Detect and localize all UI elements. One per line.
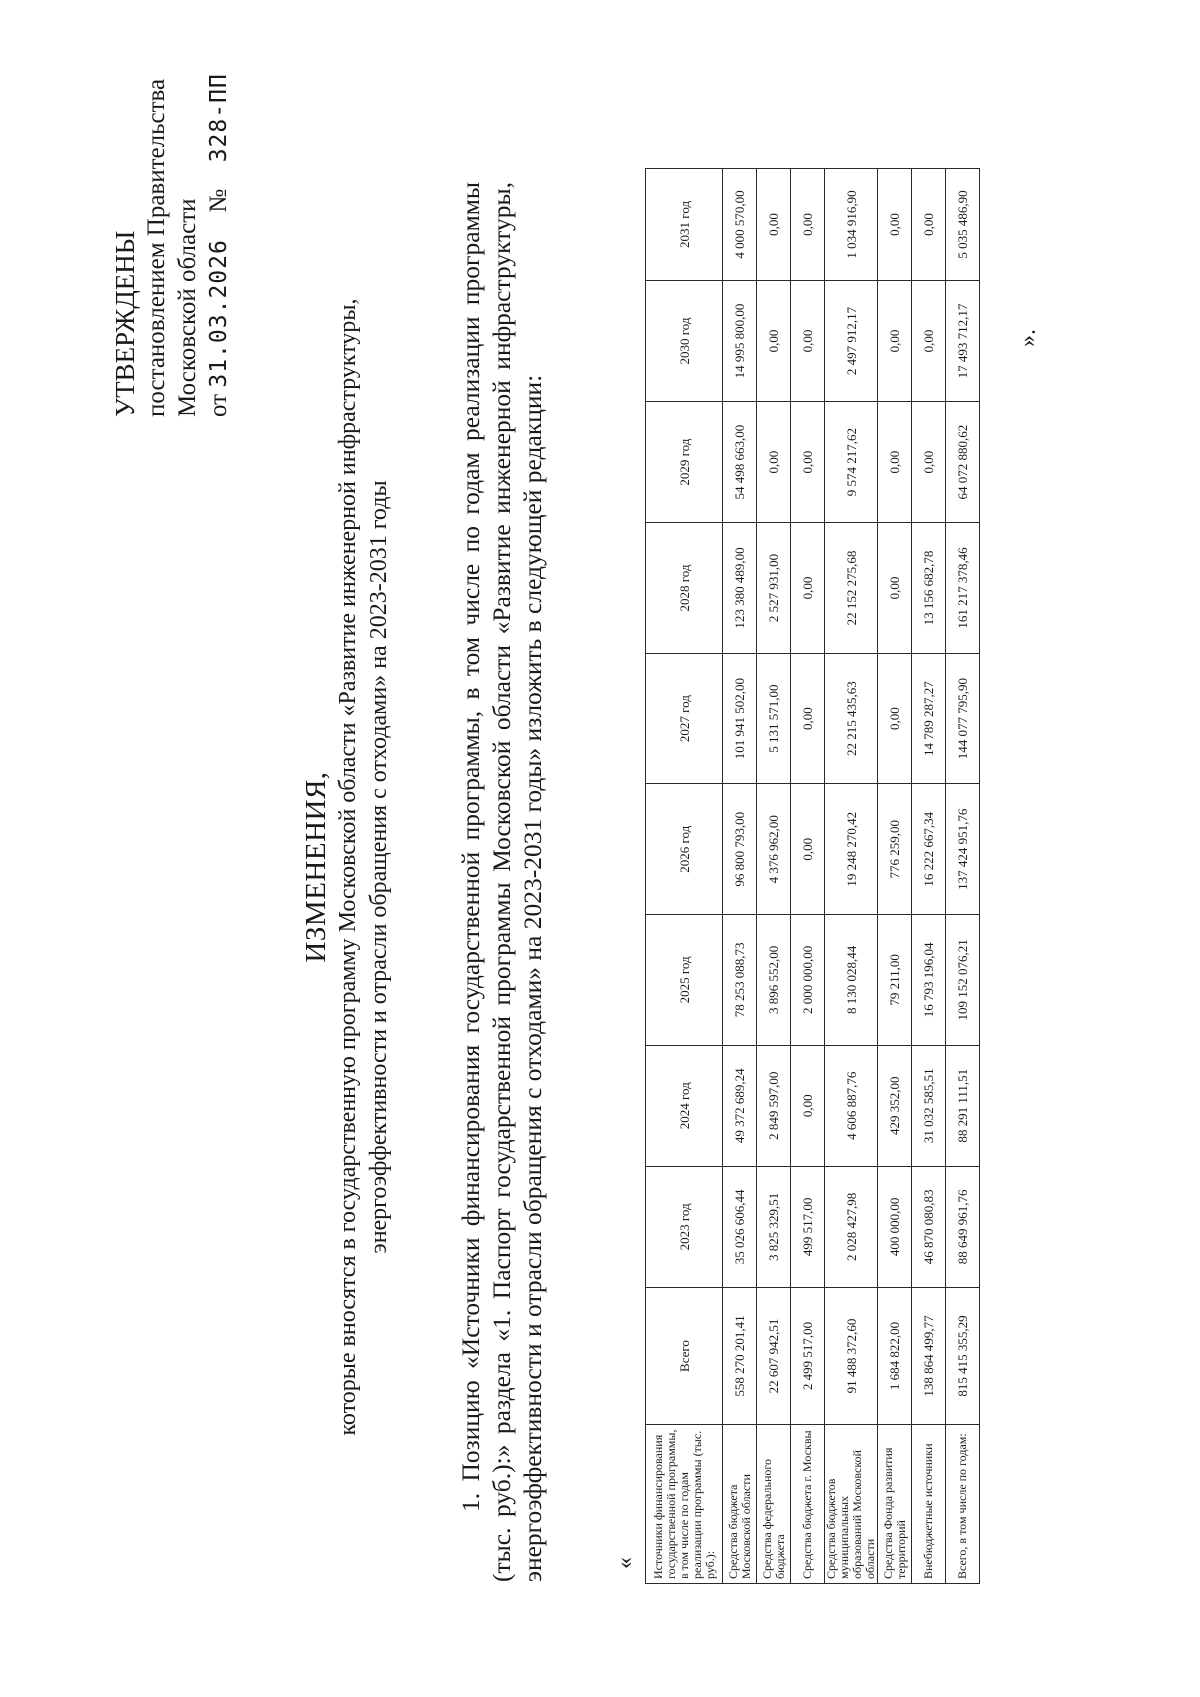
row-year-value: 0,00 <box>791 653 825 784</box>
header-year: 2031 год <box>646 169 723 281</box>
row-year-value: 0,00 <box>878 280 912 401</box>
row-year-value: 2 497 912,17 <box>825 280 878 401</box>
row-year-value: 79 211,00 <box>878 915 912 1046</box>
amendment-paragraph: 1. Позицию «Источники финансирования государственной программы, в том числе по годам реализации программы (тыс. руб.):» раздела «1. Паспорт государственной программы Московской области «Развитие инженерной инфраструктуры, энергоэффективности и отрасли обращения с отходами» на 2023-2031 годы» изложить в следующей редакции: <box>456 182 547 1582</box>
row-year-value: 144 077 795,90 <box>946 653 980 784</box>
date-prefix: от <box>205 393 232 417</box>
approval-date-line <box>203 73 235 417</box>
row-source: Внебюджетные источники <box>912 1425 946 1584</box>
row-year-value: 5 131 571,00 <box>757 653 791 784</box>
row-year-value: 22 215 435,63 <box>825 653 878 784</box>
row-year-value: 17 493 712,17 <box>946 280 980 401</box>
row-year-value: 0,00 <box>791 402 825 523</box>
row-year-value: 4 606 887,76 <box>825 1045 878 1166</box>
row-year-value: 0,00 <box>878 169 912 281</box>
row-source: Средства бюджета Московской области <box>723 1425 757 1584</box>
header-source: Источники финансирования государственной программы, в том числе по годам реализации программы (тыс. руб.): <box>646 1425 723 1584</box>
row-year-value: 2 527 931,00 <box>757 523 791 654</box>
row-year-value: 123 380 489,00 <box>723 523 757 654</box>
row-year-value: 78 253 088,73 <box>723 915 757 1046</box>
row-year-value: 14 995 800,00 <box>723 280 757 401</box>
row-year-value: 0,00 <box>791 1045 825 1166</box>
row-year-value: 101 941 502,00 <box>723 653 757 784</box>
row-year-value: 3 896 552,00 <box>757 915 791 1046</box>
approval-line-1: постановлением Правительства <box>143 78 170 417</box>
row-year-value: 499 517,00 <box>791 1166 825 1287</box>
row-year-value: 46 870 080,83 <box>912 1166 946 1287</box>
row-year-value: 14 789 287,27 <box>912 653 946 784</box>
row-year-value: 35 026 606,44 <box>723 1166 757 1287</box>
row-year-value: 31 032 585,51 <box>912 1045 946 1166</box>
approval-date: 31.03.2026 <box>206 239 232 388</box>
row-source: Средства Фонда развития территорий <box>878 1425 912 1584</box>
row-year-value: 776 259,00 <box>878 784 912 915</box>
document-title: ИЗМЕНЕНИЯ, <box>300 771 332 963</box>
approval-title: УТВЕРЖДЕНЫ <box>110 230 140 417</box>
document-subtitle-line-2: энергоэффективности и отрасли обращения с отходами» на 2023-2031 годы <box>366 480 392 1254</box>
row-year-value: 0,00 <box>912 402 946 523</box>
row-year-value: 4 376 962,00 <box>757 784 791 915</box>
row-year-value: 2 028 427,98 <box>825 1166 878 1287</box>
row-year-value: 96 800 793,00 <box>723 784 757 915</box>
row-year-value: 88 649 961,76 <box>946 1166 980 1287</box>
financing-table <box>645 168 980 1584</box>
row-year-value: 0,00 <box>912 280 946 401</box>
table-row <box>723 169 757 1584</box>
row-year-value: 5 035 486,90 <box>946 169 980 281</box>
row-year-value: 2 000 000,00 <box>791 915 825 1046</box>
row-year-value: 0,00 <box>791 784 825 915</box>
row-year-value: 8 130 028,44 <box>825 915 878 1046</box>
row-year-value: 400 000,00 <box>878 1166 912 1287</box>
row-source: Средства бюджетов муниципальных образований Московской области <box>825 1425 878 1584</box>
header-total: Всего <box>646 1288 723 1425</box>
header-year: 2026 год <box>646 784 723 915</box>
row-year-value: 16 793 196,04 <box>912 915 946 1046</box>
row-year-value: 19 248 270,42 <box>825 784 878 915</box>
approval-line-2: Московской области <box>174 198 201 417</box>
row-year-value: 9 574 217,62 <box>825 402 878 523</box>
row-year-value: 49 372 689,24 <box>723 1045 757 1166</box>
row-source: Средства бюджета г. Москвы <box>791 1425 825 1584</box>
row-total: 1 684 822,00 <box>878 1288 912 1425</box>
row-year-value: 0,00 <box>791 169 825 281</box>
table-row <box>791 169 825 1584</box>
header-year: 2028 год <box>646 523 723 654</box>
table-row <box>757 169 791 1584</box>
row-year-value: 0,00 <box>878 523 912 654</box>
row-year-value: 64 072 880,62 <box>946 402 980 523</box>
header-year: 2030 год <box>646 280 723 401</box>
approval-stamp <box>110 73 235 417</box>
row-year-value: 2 849 597,00 <box>757 1045 791 1166</box>
row-year-value: 137 424 951,76 <box>946 784 980 915</box>
row-year-value: 0,00 <box>757 169 791 281</box>
approval-number: 328-ПП <box>206 73 232 163</box>
header-year: 2025 год <box>646 915 723 1046</box>
table-row <box>946 169 980 1584</box>
row-source: Всего, в том числе по годам: <box>946 1425 980 1584</box>
row-source: Средства федерального бюджета <box>757 1425 791 1584</box>
row-total: 91 488 372,60 <box>825 1288 878 1425</box>
row-total: 815 415 355,29 <box>946 1288 980 1425</box>
document-heading <box>300 157 395 1577</box>
row-year-value: 16 222 667,34 <box>912 784 946 915</box>
row-year-value: 88 291 111,51 <box>946 1045 980 1166</box>
row-year-value: 0,00 <box>757 402 791 523</box>
row-year-value: 0,00 <box>757 280 791 401</box>
row-total: 2 499 517,00 <box>791 1288 825 1425</box>
table-row <box>912 169 946 1584</box>
row-year-value: 4 000 570,00 <box>723 169 757 281</box>
row-year-value: 0,00 <box>912 169 946 281</box>
header-year: 2024 год <box>646 1045 723 1166</box>
row-year-value: 0,00 <box>878 402 912 523</box>
closing-quote: ». <box>1015 329 1041 347</box>
header-year: 2029 год <box>646 402 723 523</box>
row-year-value: 429 352,00 <box>878 1045 912 1166</box>
row-year-value: 0,00 <box>878 653 912 784</box>
row-year-value: 161 217 378,46 <box>946 523 980 654</box>
row-year-value: 0,00 <box>791 523 825 654</box>
row-year-value: 22 152 275,68 <box>825 523 878 654</box>
header-year: 2027 год <box>646 653 723 784</box>
row-year-value: 0,00 <box>791 280 825 401</box>
table-header-row <box>646 169 723 1584</box>
row-year-value: 54 498 663,00 <box>723 402 757 523</box>
row-total: 22 607 942,51 <box>757 1288 791 1425</box>
number-sign: № <box>205 188 232 213</box>
row-total: 138 864 499,77 <box>912 1288 946 1425</box>
row-year-value: 109 152 076,21 <box>946 915 980 1046</box>
table-row <box>825 169 878 1584</box>
row-total: 558 270 201,41 <box>723 1288 757 1425</box>
header-year: 2023 год <box>646 1166 723 1287</box>
row-year-value: 3 825 329,51 <box>757 1166 791 1287</box>
table-row <box>878 169 912 1584</box>
row-year-value: 1 034 916,90 <box>825 169 878 281</box>
document-subtitle-line-1: которые вносятся в государственную программу Московской области «Развитие инженерной инфраструктуры, <box>335 298 361 1436</box>
opening-quote: « <box>612 1557 638 1569</box>
row-year-value: 13 156 682,78 <box>912 523 946 654</box>
